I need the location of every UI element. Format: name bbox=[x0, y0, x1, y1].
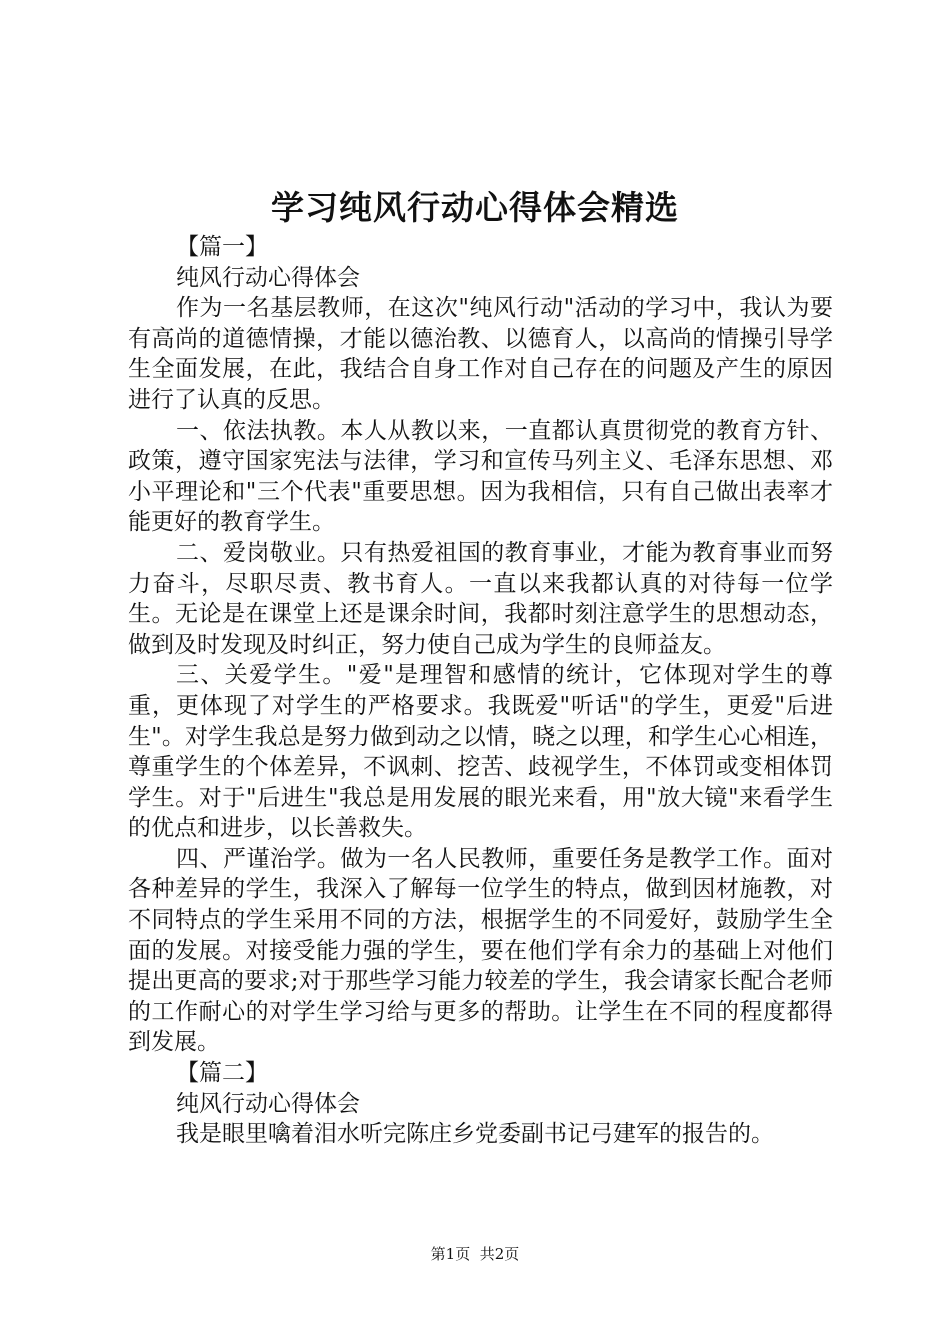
section-heading-2: 【篇二】 bbox=[176, 1060, 268, 1087]
section-subtitle-1: 纯风行动心得体会 bbox=[176, 264, 360, 291]
page-number: 第1页 bbox=[430, 1245, 471, 1263]
paragraph-point-1: 一、依法执教。本人从教以来，一直都认真贯彻党的教育方针、政策，遵守国家宪法与法律，学习和宣传马列主义、毛泽东思想、邓小平理论和"三个代表"重要思想。因为我相信，只有自己做出表率才能更好的教育学生。 bbox=[128, 417, 833, 536]
section-subtitle-2: 纯风行动心得体会 bbox=[176, 1090, 360, 1117]
paragraph-intro: 作为一名基层教师，在这次"纯风行动"活动的学习中，我认为要有高尚的道德情操，才能以德治教、以德育人，以高尚的情操引导学生全面发展，在此，我结合自身工作对自己存在的问题及产生的原因进行了认真的反思。 bbox=[128, 295, 833, 413]
paragraph-point-4: 四、严谨治学。做为一名人民教师，重要任务是教学工作。面对各种差异的学生，我深入了解每一位学生的特点，做到因材施教，对不同特点的学生采用不同的方法，根据学生的不同爱好，鼓励学生全面的发展。对接受能力强的学生，要在他们学有余力的基础上对他们提出更高的要求;对于那些学习能力较差的学生，我会请家长配合老师的工作耐心的对学生学习给与更多的帮助。让学生在不同的程度都得到发展。 bbox=[128, 845, 833, 1056]
document-body bbox=[128, 232, 833, 1150]
document-title: 学习纯风行动心得体会精选 bbox=[271, 188, 679, 227]
paragraph-point-2: 二、爱岗敬业。只有热爱祖国的教育事业，才能为教育事业而努力奋斗，尽职尽责、教书育人。一直以来我都认真的对待每一位学生。无论是在课堂上还是课余时间，我都时刻注意学生的思想动态，做到及时发现及时纠正，努力使自己成为学生的良师益友。 bbox=[128, 539, 833, 658]
paragraph-point-3: 三、关爱学生。"爱"是理智和感情的统计，它体现对学生的尊重，更体现了对学生的严格要求。我既爱"听话"的学生，更爱"后进生"。对学生我总是努力做到动之以情，晓之以理，和学生心心相连，尊重学生的个体差异，不讽刺、挖苦、歧视学生，不体罚或变相体罚学生。对于"后进生"我总是用发展的眼光来看，用"放大镜"来看学生的优点和进步，以长善救失。 bbox=[128, 662, 833, 842]
paragraph-section2-intro: 我是眼里噙着泪水听完陈庄乡党委副书记弓建军的报告的。 bbox=[176, 1121, 774, 1148]
section-heading-1: 【篇一】 bbox=[176, 234, 268, 260]
page-total: 共2页 bbox=[479, 1245, 520, 1263]
page-footer bbox=[0, 1243, 950, 1265]
